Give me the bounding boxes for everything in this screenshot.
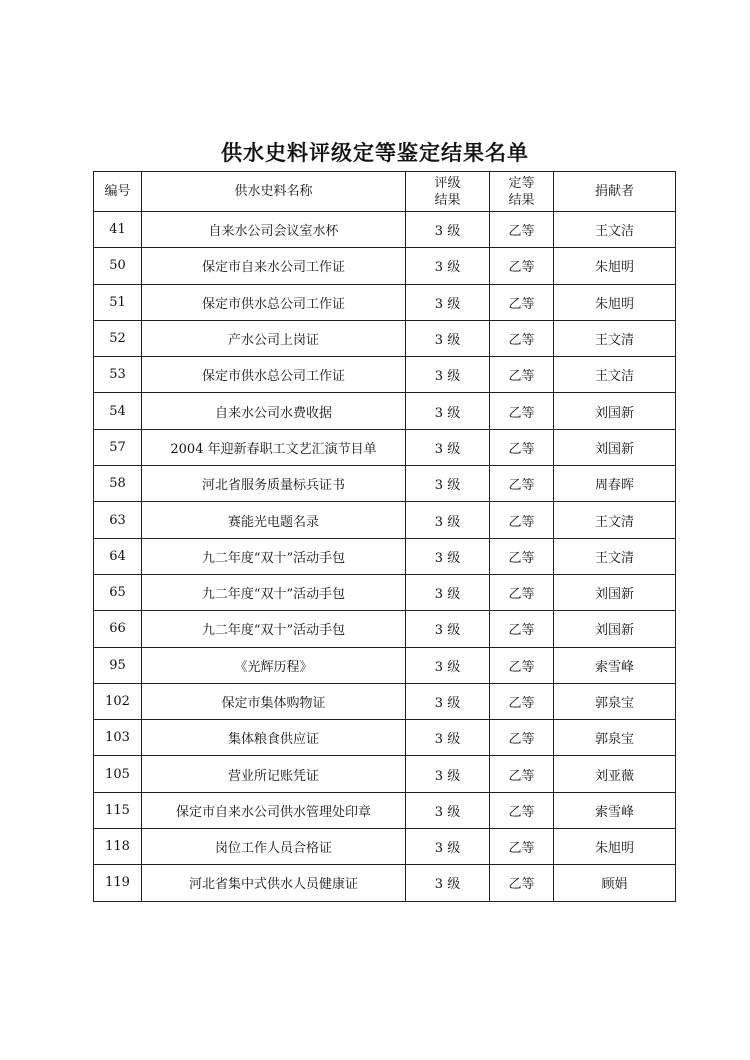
table-row xyxy=(94,212,676,248)
cell-level: 乙等 xyxy=(490,248,554,284)
cell-grade: 3 级 xyxy=(406,720,490,756)
cell-name: 保定市供水总公司工作证 xyxy=(142,357,406,393)
cell-id: 41 xyxy=(94,212,142,248)
cell-id: 66 xyxy=(94,611,142,647)
cell-grade: 3 级 xyxy=(406,466,490,502)
cell-name: 营业所记账凭证 xyxy=(142,756,406,792)
cell-name: 自来水公司水费收据 xyxy=(142,393,406,429)
cell-donor: 朱旭明 xyxy=(554,248,676,284)
table-row xyxy=(94,647,676,683)
cell-level: 乙等 xyxy=(490,756,554,792)
cell-level: 乙等 xyxy=(490,357,554,393)
cell-donor: 刘亚薇 xyxy=(554,756,676,792)
cell-name: 九二年度“双十”活动手包 xyxy=(142,538,406,574)
results-table xyxy=(93,171,676,902)
cell-name: 《光辉历程》 xyxy=(142,647,406,683)
table-row xyxy=(94,829,676,865)
cell-id: 105 xyxy=(94,756,142,792)
table-row xyxy=(94,429,676,465)
cell-name: 九二年度“双十”活动手包 xyxy=(142,611,406,647)
cell-level: 乙等 xyxy=(490,284,554,320)
cell-donor: 朱旭明 xyxy=(554,829,676,865)
table-row xyxy=(94,248,676,284)
cell-level: 乙等 xyxy=(490,393,554,429)
cell-grade: 3 级 xyxy=(406,538,490,574)
cell-id: 119 xyxy=(94,865,142,901)
table-row xyxy=(94,393,676,429)
cell-name: 河北省集中式供水人员健康证 xyxy=(142,865,406,901)
cell-name: 河北省服务质量标兵证书 xyxy=(142,466,406,502)
cell-donor: 王文清 xyxy=(554,320,676,356)
cell-name: 岗位工作人员合格证 xyxy=(142,829,406,865)
cell-donor: 王文清 xyxy=(554,538,676,574)
header-id: 编号 xyxy=(94,172,142,212)
cell-id: 58 xyxy=(94,466,142,502)
header-donor: 捐献者 xyxy=(554,172,676,212)
header-name: 供水史料名称 xyxy=(142,172,406,212)
cell-grade: 3 级 xyxy=(406,393,490,429)
cell-id: 102 xyxy=(94,683,142,719)
cell-id: 115 xyxy=(94,792,142,828)
cell-donor: 索雪峰 xyxy=(554,647,676,683)
cell-name: 赛能光电题名录 xyxy=(142,502,406,538)
cell-grade: 3 级 xyxy=(406,792,490,828)
table-row xyxy=(94,466,676,502)
cell-id: 118 xyxy=(94,829,142,865)
cell-level: 乙等 xyxy=(490,574,554,610)
cell-donor: 顾娟 xyxy=(554,865,676,901)
cell-name: 保定市自来水公司供水管理处印章 xyxy=(142,792,406,828)
cell-donor: 刘国新 xyxy=(554,393,676,429)
cell-grade: 3 级 xyxy=(406,756,490,792)
cell-id: 53 xyxy=(94,357,142,393)
cell-level: 乙等 xyxy=(490,502,554,538)
cell-level: 乙等 xyxy=(490,538,554,574)
table-row xyxy=(94,538,676,574)
table-row xyxy=(94,357,676,393)
cell-grade: 3 级 xyxy=(406,212,490,248)
header-grade-line-2: 结果 xyxy=(434,192,461,208)
cell-grade: 3 级 xyxy=(406,320,490,356)
cell-name: 保定市集体购物证 xyxy=(142,683,406,719)
cell-donor: 周春晖 xyxy=(554,466,676,502)
cell-grade: 3 级 xyxy=(406,829,490,865)
cell-donor: 王文洁 xyxy=(554,212,676,248)
cell-grade: 3 级 xyxy=(406,429,490,465)
cell-id: 95 xyxy=(94,647,142,683)
table-row xyxy=(94,720,676,756)
cell-grade: 3 级 xyxy=(406,357,490,393)
cell-grade: 3 级 xyxy=(406,284,490,320)
header-grade xyxy=(406,172,490,212)
cell-id: 64 xyxy=(94,538,142,574)
cell-id: 52 xyxy=(94,320,142,356)
cell-level: 乙等 xyxy=(490,792,554,828)
cell-donor: 刘国新 xyxy=(554,611,676,647)
cell-level: 乙等 xyxy=(490,429,554,465)
cell-grade: 3 级 xyxy=(406,248,490,284)
cell-name: 集体粮食供应证 xyxy=(142,720,406,756)
cell-id: 50 xyxy=(94,248,142,284)
cell-id: 57 xyxy=(94,429,142,465)
cell-name: 保定市自来水公司工作证 xyxy=(142,248,406,284)
table-row xyxy=(94,574,676,610)
cell-id: 65 xyxy=(94,574,142,610)
cell-grade: 3 级 xyxy=(406,647,490,683)
cell-id: 54 xyxy=(94,393,142,429)
cell-grade: 3 级 xyxy=(406,611,490,647)
cell-level: 乙等 xyxy=(490,647,554,683)
cell-name: 2004 年迎新春职工文艺汇演节目单 xyxy=(142,429,406,465)
cell-level: 乙等 xyxy=(490,683,554,719)
cell-name: 九二年度“双十”活动手包 xyxy=(142,574,406,610)
cell-donor: 王文清 xyxy=(554,502,676,538)
cell-donor: 王文洁 xyxy=(554,357,676,393)
cell-level: 乙等 xyxy=(490,865,554,901)
cell-id: 51 xyxy=(94,284,142,320)
table-row xyxy=(94,756,676,792)
cell-grade: 3 级 xyxy=(406,574,490,610)
table-row xyxy=(94,502,676,538)
table-row xyxy=(94,792,676,828)
table-row xyxy=(94,320,676,356)
cell-donor: 刘国新 xyxy=(554,429,676,465)
cell-donor: 郭泉宝 xyxy=(554,720,676,756)
header-level-line-1: 定等 xyxy=(508,175,535,191)
cell-level: 乙等 xyxy=(490,829,554,865)
cell-level: 乙等 xyxy=(490,320,554,356)
cell-level: 乙等 xyxy=(490,720,554,756)
header-grade-line-1: 评级 xyxy=(434,175,461,191)
header-level xyxy=(490,172,554,212)
cell-donor: 索雪峰 xyxy=(554,792,676,828)
cell-name: 保定市供水总公司工作证 xyxy=(142,284,406,320)
cell-grade: 3 级 xyxy=(406,502,490,538)
document-title: 供水史料评级定等鉴定结果名单 xyxy=(221,141,529,165)
cell-level: 乙等 xyxy=(490,466,554,502)
cell-donor: 刘国新 xyxy=(554,574,676,610)
table-header-row xyxy=(94,172,676,212)
cell-level: 乙等 xyxy=(490,212,554,248)
table-row xyxy=(94,865,676,901)
cell-name: 自来水公司会议室水杯 xyxy=(142,212,406,248)
cell-id: 63 xyxy=(94,502,142,538)
cell-donor: 郭泉宝 xyxy=(554,683,676,719)
table-row xyxy=(94,611,676,647)
table-row xyxy=(94,683,676,719)
cell-grade: 3 级 xyxy=(406,683,490,719)
table-row xyxy=(94,284,676,320)
cell-id: 103 xyxy=(94,720,142,756)
cell-donor: 朱旭明 xyxy=(554,284,676,320)
cell-grade: 3 级 xyxy=(406,865,490,901)
cell-level: 乙等 xyxy=(490,611,554,647)
cell-name: 产水公司上岗证 xyxy=(142,320,406,356)
header-level-line-2: 结果 xyxy=(508,192,535,208)
